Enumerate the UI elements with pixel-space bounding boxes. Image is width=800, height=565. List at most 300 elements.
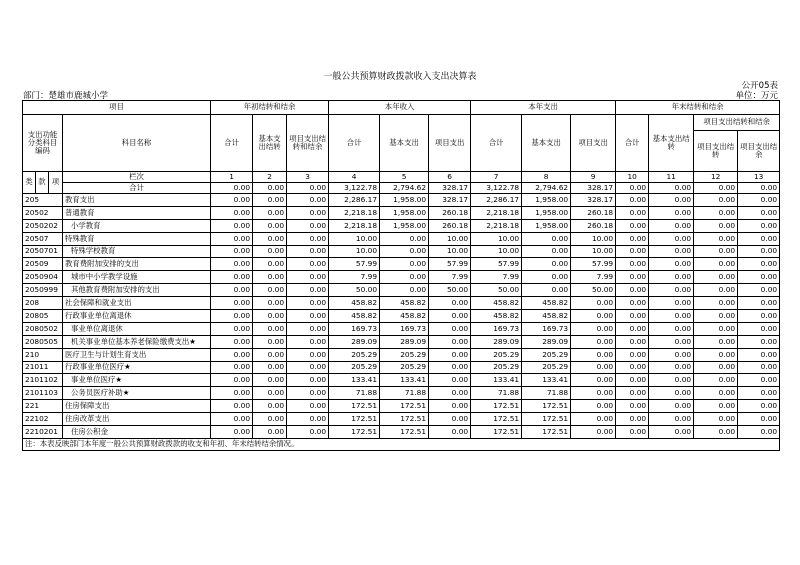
value-cell: 0.00 (211, 400, 253, 413)
value-cell: 0.00 (738, 258, 780, 271)
value-cell: 10.00 (329, 232, 380, 245)
subject-code-cell: 2050999 (23, 284, 63, 297)
value-cell: 0.00 (694, 322, 738, 335)
value-cell: 57.99 (571, 258, 616, 271)
subject-code-cell: 2080502 (23, 322, 63, 335)
value-cell: 7.99 (429, 271, 471, 284)
subject-name-cell: 行政事业单位离退休 (63, 310, 211, 323)
value-cell: 2,218.18 (329, 219, 380, 232)
total-value-cell: 2,794.62 (522, 183, 571, 194)
subject-code-cell: 2080505 (23, 335, 63, 348)
value-cell: 0.00 (616, 426, 649, 439)
subject-name-cell: 公务员医疗补助★ (63, 387, 211, 400)
subject-name-cell: 普通教育 (63, 206, 211, 219)
value-cell: 50.00 (571, 284, 616, 297)
table-row (23, 271, 780, 284)
value-cell: 169.73 (329, 322, 380, 335)
value-cell: 0.00 (522, 271, 571, 284)
col-end-project-carry: 项目支出结转 (694, 131, 738, 172)
value-cell: 205.29 (380, 361, 429, 374)
value-cell: 0.00 (211, 258, 253, 271)
table-row (23, 387, 780, 400)
value-cell: 172.51 (471, 426, 522, 439)
value-cell: 2,218.18 (329, 206, 380, 219)
subject-code-cell: 2101103 (23, 387, 63, 400)
value-cell: 260.18 (571, 219, 616, 232)
lanci-row (23, 172, 780, 183)
value-cell: 0.00 (738, 271, 780, 284)
value-cell: 0.00 (616, 297, 649, 310)
header-row-1 (23, 101, 780, 115)
value-cell: 0.00 (738, 413, 780, 426)
department-label: 部门：楚雄市鹿城小学 (23, 91, 109, 101)
value-cell: 0.00 (571, 335, 616, 348)
value-cell: 0.00 (649, 322, 694, 335)
total-value-cell: 0.00 (616, 183, 649, 194)
value-cell: 0.00 (616, 348, 649, 361)
value-cell: 57.99 (429, 258, 471, 271)
value-cell: 0.00 (211, 387, 253, 400)
table-note: 注：本表反映部门本年度一般公共预算财政拨款的收支和年初、年末结转结余情况。 (23, 438, 780, 450)
value-cell: 0.00 (694, 374, 738, 387)
value-cell: 10.00 (571, 245, 616, 258)
value-cell: 0.00 (649, 426, 694, 439)
table-row (23, 310, 780, 323)
subject-code-cell: 208 (23, 297, 63, 310)
value-cell: 0.00 (287, 400, 329, 413)
value-cell: 133.41 (522, 374, 571, 387)
col-begin-total: 合计 (211, 115, 253, 172)
value-cell: 0.00 (738, 297, 780, 310)
value-cell: 0.00 (571, 361, 616, 374)
value-cell: 172.51 (522, 426, 571, 439)
col-num: 4 (329, 172, 380, 183)
value-cell: 0.00 (211, 245, 253, 258)
value-cell: 0.00 (380, 284, 429, 297)
value-cell: 0.00 (616, 361, 649, 374)
col-lei: 类 (23, 172, 36, 194)
value-cell: 0.00 (287, 361, 329, 374)
value-cell: 10.00 (471, 232, 522, 245)
value-cell: 205.29 (380, 348, 429, 361)
value-cell: 0.00 (522, 284, 571, 297)
value-cell: 260.18 (429, 219, 471, 232)
value-cell: 0.00 (253, 194, 287, 207)
value-cell: 0.00 (571, 297, 616, 310)
value-cell: 172.51 (471, 400, 522, 413)
value-cell: 0.00 (738, 322, 780, 335)
value-cell: 0.00 (287, 426, 329, 439)
col-expense-basic: 基本支出 (522, 115, 571, 172)
value-cell: 50.00 (429, 284, 471, 297)
value-cell: 0.00 (253, 361, 287, 374)
subject-code-cell: 20502 (23, 206, 63, 219)
value-cell: 0.00 (694, 348, 738, 361)
value-cell: 0.00 (429, 374, 471, 387)
value-cell: 0.00 (287, 335, 329, 348)
value-cell: 0.00 (429, 361, 471, 374)
table-row (23, 361, 780, 374)
value-cell: 0.00 (649, 245, 694, 258)
value-cell: 0.00 (287, 271, 329, 284)
value-cell: 0.00 (738, 245, 780, 258)
value-cell: 169.73 (522, 322, 571, 335)
col-group-income: 本年收入 (329, 101, 471, 115)
subject-code-cell: 2050202 (23, 219, 63, 232)
value-cell: 0.00 (253, 374, 287, 387)
value-cell: 0.00 (571, 426, 616, 439)
value-cell: 0.00 (253, 322, 287, 335)
total-value-cell: 0.00 (287, 183, 329, 194)
value-cell: 10.00 (429, 232, 471, 245)
value-cell: 0.00 (649, 310, 694, 323)
budget-table (22, 100, 780, 451)
value-cell: 289.09 (522, 335, 571, 348)
unit-label: 单位：万元 (735, 91, 778, 101)
subject-name-cell: 教育费附加安排的支出 (63, 258, 211, 271)
value-cell: 0.00 (287, 219, 329, 232)
col-item-header: 项目 (23, 101, 211, 115)
subject-name-cell: 事业单位离退休 (63, 322, 211, 335)
value-cell: 7.99 (471, 271, 522, 284)
value-cell: 0.00 (571, 374, 616, 387)
value-cell: 0.00 (694, 245, 738, 258)
value-cell: 458.82 (329, 297, 380, 310)
col-end-project-surplus: 项目支出结余 (738, 131, 780, 172)
value-cell: 0.00 (616, 284, 649, 297)
value-cell: 289.09 (380, 335, 429, 348)
value-cell: 0.00 (253, 310, 287, 323)
subject-name-cell: 特殊教育 (63, 232, 211, 245)
value-cell: 0.00 (211, 284, 253, 297)
value-cell: 0.00 (694, 387, 738, 400)
form-number: 公开05表 (741, 81, 778, 91)
value-cell: 0.00 (649, 219, 694, 232)
value-cell: 0.00 (694, 310, 738, 323)
subject-name-cell: 住房保障支出 (63, 400, 211, 413)
col-num: 1 (211, 172, 253, 183)
value-cell: 205.29 (471, 361, 522, 374)
subject-code-cell: 210 (23, 348, 63, 361)
col-code-header: 支出功能分类科目编码 (23, 115, 63, 172)
value-cell: 2,218.18 (471, 206, 522, 219)
col-num: 8 (522, 172, 571, 183)
table-row (23, 426, 780, 439)
value-cell: 0.00 (694, 232, 738, 245)
value-cell: 0.00 (253, 413, 287, 426)
value-cell: 0.00 (649, 413, 694, 426)
value-cell: 0.00 (287, 348, 329, 361)
value-cell: 0.00 (253, 426, 287, 439)
col-income-project: 项目支出 (429, 115, 471, 172)
value-cell: 0.00 (649, 206, 694, 219)
value-cell: 0.00 (253, 245, 287, 258)
table-row (23, 400, 780, 413)
value-cell: 0.00 (571, 322, 616, 335)
value-cell: 458.82 (471, 310, 522, 323)
value-cell: 133.41 (471, 374, 522, 387)
value-cell: 0.00 (616, 374, 649, 387)
value-cell: 0.00 (429, 387, 471, 400)
table-row (23, 374, 780, 387)
total-value-cell: 0.00 (253, 183, 287, 194)
value-cell: 0.00 (253, 219, 287, 232)
value-cell: 0.00 (694, 206, 738, 219)
total-value-cell: 0.00 (738, 183, 780, 194)
value-cell: 0.00 (287, 387, 329, 400)
subject-name-cell: 住房公积金 (63, 426, 211, 439)
value-cell: 169.73 (380, 322, 429, 335)
value-cell: 2,286.17 (329, 194, 380, 207)
col-num: 5 (380, 172, 429, 183)
value-cell: 0.00 (429, 400, 471, 413)
note-row (23, 438, 780, 450)
value-cell: 289.09 (471, 335, 522, 348)
total-row (23, 183, 780, 194)
value-cell: 0.00 (211, 361, 253, 374)
value-cell: 458.82 (471, 297, 522, 310)
value-cell: 71.88 (522, 387, 571, 400)
col-group-expense: 本年支出 (471, 101, 616, 115)
col-num: 13 (738, 172, 780, 183)
table-row (23, 284, 780, 297)
value-cell: 205.29 (329, 348, 380, 361)
value-cell: 133.41 (380, 374, 429, 387)
value-cell: 0.00 (738, 387, 780, 400)
subject-code-cell: 2050701 (23, 245, 63, 258)
value-cell: 0.00 (616, 335, 649, 348)
value-cell: 0.00 (571, 400, 616, 413)
value-cell: 71.88 (329, 387, 380, 400)
value-cell: 0.00 (571, 387, 616, 400)
value-cell: 172.51 (380, 413, 429, 426)
value-cell: 0.00 (287, 232, 329, 245)
value-cell: 172.51 (380, 400, 429, 413)
value-cell: 458.82 (380, 297, 429, 310)
value-cell: 0.00 (211, 194, 253, 207)
subject-code-cell: 205 (23, 194, 63, 207)
subject-name-cell: 住房改革支出 (63, 413, 211, 426)
value-cell: 0.00 (253, 348, 287, 361)
col-num: 2 (253, 172, 287, 183)
value-cell: 0.00 (211, 297, 253, 310)
col-num: 10 (616, 172, 649, 183)
value-cell: 1,958.00 (522, 206, 571, 219)
value-cell: 0.00 (738, 232, 780, 245)
value-cell: 0.00 (211, 413, 253, 426)
value-cell: 0.00 (694, 258, 738, 271)
value-cell: 0.00 (649, 374, 694, 387)
value-cell: 10.00 (471, 245, 522, 258)
value-cell: 0.00 (649, 297, 694, 310)
subject-name-cell: 其他教育费附加安排的支出 (63, 284, 211, 297)
value-cell: 0.00 (429, 297, 471, 310)
value-cell: 458.82 (380, 310, 429, 323)
total-value-cell: 3,122.78 (471, 183, 522, 194)
total-value-cell: 3,122.78 (329, 183, 380, 194)
subject-code-cell: 2050904 (23, 271, 63, 284)
value-cell: 205.29 (329, 361, 380, 374)
value-cell: 0.00 (649, 232, 694, 245)
subject-name-cell: 医疗卫生与计划生育支出 (63, 348, 211, 361)
value-cell: 0.00 (211, 426, 253, 439)
col-end-project-group: 项目支出结转和结余 (694, 115, 780, 131)
subject-code-cell: 22102 (23, 413, 63, 426)
value-cell: 0.00 (649, 348, 694, 361)
value-cell: 1,958.00 (522, 194, 571, 207)
value-cell: 71.88 (380, 387, 429, 400)
subject-code-cell: 21011 (23, 361, 63, 374)
value-cell: 0.00 (649, 271, 694, 284)
value-cell: 169.73 (471, 322, 522, 335)
value-cell: 0.00 (429, 426, 471, 439)
value-cell: 133.41 (329, 374, 380, 387)
value-cell: 1,958.00 (522, 219, 571, 232)
value-cell: 10.00 (571, 232, 616, 245)
value-cell: 0.00 (694, 219, 738, 232)
value-cell: 0.00 (211, 271, 253, 284)
value-cell: 0.00 (616, 206, 649, 219)
col-group-end: 年末结转和结余 (616, 101, 780, 115)
col-group-begin: 年初结转和结余 (211, 101, 329, 115)
value-cell: 172.51 (329, 426, 380, 439)
col-income-total: 合计 (329, 115, 380, 172)
total-value-cell: 0.00 (211, 183, 253, 194)
value-cell: 205.29 (471, 348, 522, 361)
value-cell: 0.00 (616, 219, 649, 232)
value-cell: 0.00 (649, 194, 694, 207)
total-value-cell: 0.00 (694, 183, 738, 194)
value-cell: 0.00 (694, 284, 738, 297)
value-cell: 0.00 (522, 258, 571, 271)
subject-code-cell: 2101102 (23, 374, 63, 387)
value-cell: 289.09 (329, 335, 380, 348)
value-cell: 205.29 (522, 348, 571, 361)
value-cell: 0.00 (738, 374, 780, 387)
value-cell: 0.00 (738, 400, 780, 413)
value-cell: 260.18 (429, 206, 471, 219)
value-cell: 0.00 (649, 387, 694, 400)
subject-code-cell: 20805 (23, 310, 63, 323)
value-cell: 0.00 (429, 413, 471, 426)
value-cell: 0.00 (429, 322, 471, 335)
value-cell: 458.82 (329, 310, 380, 323)
total-value-cell: 328.17 (571, 183, 616, 194)
table-row (23, 206, 780, 219)
col-num: 9 (571, 172, 616, 183)
value-cell: 0.00 (571, 310, 616, 323)
col-income-basic: 基本支出 (380, 115, 429, 172)
value-cell: 0.00 (738, 219, 780, 232)
value-cell: 0.00 (694, 413, 738, 426)
value-cell: 0.00 (287, 194, 329, 207)
value-cell: 0.00 (429, 348, 471, 361)
value-cell: 0.00 (287, 206, 329, 219)
value-cell: 10.00 (429, 245, 471, 258)
value-cell: 0.00 (616, 400, 649, 413)
value-cell: 172.51 (522, 413, 571, 426)
col-end-basic: 基本支出结转 (649, 115, 694, 172)
value-cell: 0.00 (738, 426, 780, 439)
value-cell: 0.00 (616, 310, 649, 323)
value-cell: 0.00 (429, 310, 471, 323)
value-cell: 0.00 (649, 361, 694, 374)
value-cell: 0.00 (616, 194, 649, 207)
value-cell: 0.00 (287, 258, 329, 271)
value-cell: 2,218.18 (471, 219, 522, 232)
value-cell: 0.00 (253, 400, 287, 413)
value-cell: 0.00 (522, 232, 571, 245)
value-cell: 0.00 (211, 232, 253, 245)
col-begin-basic: 基本支出结转 (253, 115, 287, 172)
subject-code-cell: 2210201 (23, 426, 63, 439)
table-row (23, 348, 780, 361)
value-cell: 458.82 (522, 297, 571, 310)
value-cell: 0.00 (211, 335, 253, 348)
value-cell: 0.00 (287, 374, 329, 387)
value-cell: 0.00 (211, 348, 253, 361)
value-cell: 0.00 (694, 194, 738, 207)
value-cell: 0.00 (616, 245, 649, 258)
value-cell: 0.00 (211, 322, 253, 335)
value-cell: 0.00 (694, 297, 738, 310)
value-cell: 0.00 (694, 400, 738, 413)
value-cell: 0.00 (571, 348, 616, 361)
value-cell: 71.88 (471, 387, 522, 400)
value-cell: 172.51 (329, 413, 380, 426)
col-expense-total: 合计 (471, 115, 522, 172)
value-cell: 0.00 (429, 335, 471, 348)
value-cell: 0.00 (694, 426, 738, 439)
value-cell: 0.00 (649, 284, 694, 297)
table-row (23, 245, 780, 258)
total-value-cell: 0.00 (649, 183, 694, 194)
value-cell: 0.00 (616, 413, 649, 426)
col-xiang: 项 (49, 172, 63, 194)
table-row (23, 297, 780, 310)
value-cell: 0.00 (380, 258, 429, 271)
value-cell: 260.18 (571, 206, 616, 219)
value-cell: 0.00 (253, 387, 287, 400)
value-cell: 0.00 (287, 310, 329, 323)
value-cell: 0.00 (287, 297, 329, 310)
subject-name-cell: 机关事业单位基本养老保险缴费支出★ (63, 335, 211, 348)
table-row (23, 322, 780, 335)
table-row (23, 258, 780, 271)
value-cell: 1,958.00 (380, 194, 429, 207)
lanci-label: 栏次 (63, 172, 211, 183)
value-cell: 0.00 (694, 335, 738, 348)
value-cell: 0.00 (694, 271, 738, 284)
value-cell: 2,286.17 (471, 194, 522, 207)
value-cell: 0.00 (738, 361, 780, 374)
header-row-2 (23, 115, 780, 131)
value-cell: 0.00 (287, 322, 329, 335)
col-num: 11 (649, 172, 694, 183)
value-cell: 0.00 (616, 258, 649, 271)
value-cell: 50.00 (329, 284, 380, 297)
report-title: 一般公共预算财政拨款收入支出决算表 (323, 72, 477, 82)
value-cell: 0.00 (616, 387, 649, 400)
col-expense-project: 项目支出 (571, 115, 616, 172)
subject-name-cell: 小学教育 (63, 219, 211, 232)
value-cell: 0.00 (253, 335, 287, 348)
value-cell: 0.00 (380, 271, 429, 284)
value-cell: 172.51 (329, 400, 380, 413)
value-cell: 0.00 (738, 206, 780, 219)
total-value-cell: 2,794.62 (380, 183, 429, 194)
table-row (23, 219, 780, 232)
